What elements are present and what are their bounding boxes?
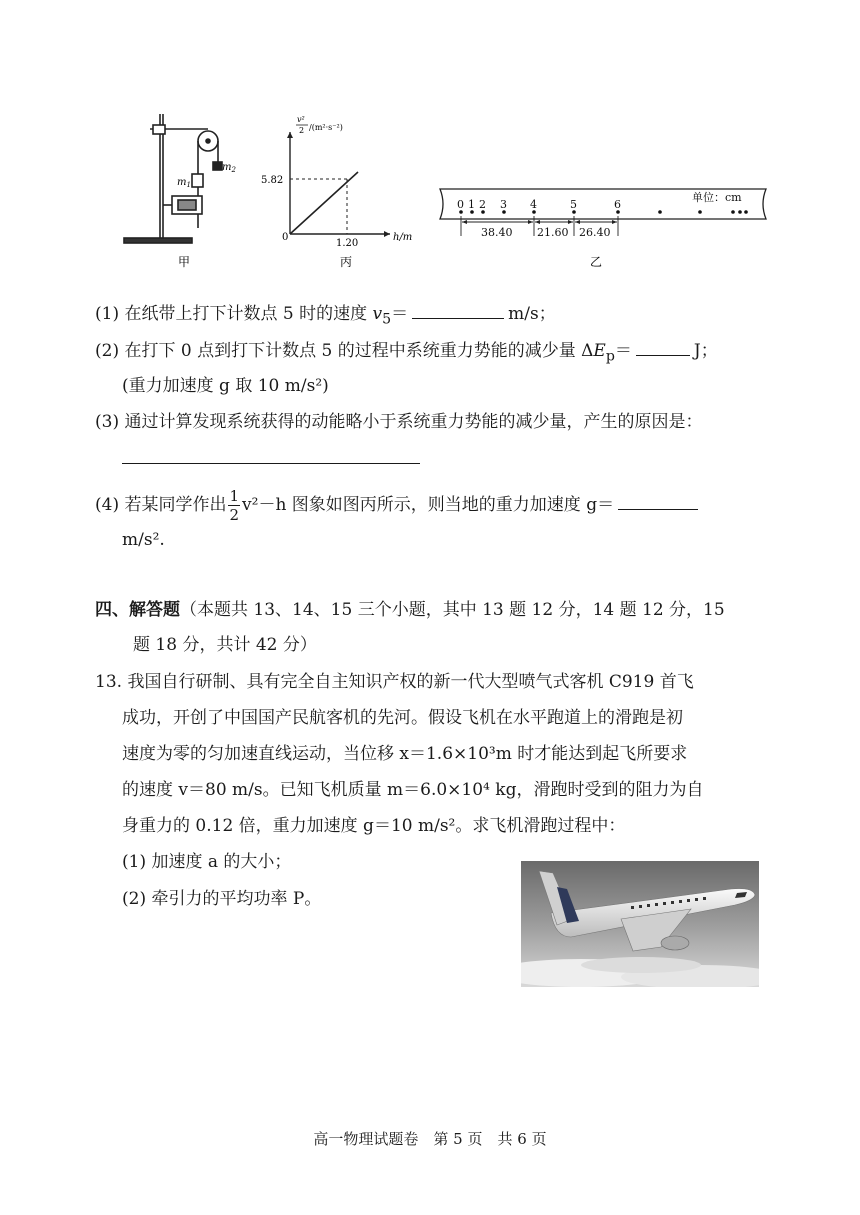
q13-line3: 速度为零的匀加速直线运动，当位移 x＝1.6×10³m 时才能达到起飞所要求 [122, 744, 688, 764]
bing-xtick: 1.20 [336, 238, 359, 249]
q13-sub1: (1) 加速度 a 的大小； [122, 852, 292, 872]
answer-blank-v5[interactable] [412, 300, 504, 319]
figure-bing-graph [287, 132, 390, 237]
m1-label: $m_1$ [177, 177, 191, 189]
tape-point-1: 1 [468, 198, 475, 211]
tape-point-5: 5 [570, 198, 577, 211]
bing-ylabel-den: 2 [299, 126, 305, 135]
bing-ylabel-unit: /(m²·s⁻²) [309, 123, 343, 132]
tape-distance-1: 38.40 [481, 226, 513, 239]
q12-part4 [95, 486, 702, 524]
q12-p1-var: v [372, 304, 383, 324]
q12-p2-unit: J； [693, 341, 718, 361]
caption-jia: 甲 [178, 255, 191, 269]
tape-unit-label: 单位：cm [692, 191, 742, 204]
airplane-photo [521, 861, 759, 987]
caption-bing: 丙 [340, 255, 353, 269]
graph-line [290, 172, 358, 234]
section4-title: 四、解答题 [95, 600, 180, 620]
page-footer: 高一物理试题卷 第 5 页 共 6 页 [313, 1130, 547, 1148]
tape-point-4: 4 [530, 198, 537, 211]
q12-part3: (3) 通过计算发现系统获得的动能略小于系统重力势能的减少量，产生的原因是： [95, 412, 703, 432]
q12-p2-text: (2) 在打下 0 点到打下计数点 5 的过程中系统重力势能的减少量 Δ [95, 341, 594, 361]
q12-p2-var: E [593, 341, 606, 361]
section4-heading [95, 597, 725, 623]
tape-point-0: 0 [457, 198, 464, 211]
m2-label: $m_2$ [222, 162, 236, 174]
q12-p1-unit: m/s； [508, 304, 556, 324]
q12-part1 [95, 300, 556, 332]
figure-jia-apparatus [124, 114, 222, 243]
answer-blank-g[interactable] [618, 491, 698, 510]
q13-line5: 身重力的 0.12 倍，重力加速度 g＝10 m/s²。求飞机滑跑过程中： [122, 816, 626, 836]
caption-yi: 乙 [590, 255, 603, 269]
q12-p1-text: (1) 在纸带上打下计数点 5 时的速度 [95, 304, 373, 324]
bing-ytick: 5.82 [261, 175, 284, 186]
section4-intro1: （本题共 13、14、15 三个小题，其中 13 题 12 分，14 题 12 分，15 [180, 600, 725, 620]
q12-p2-eq: ＝ [614, 341, 632, 361]
q13-line1: 13. 我国自行研制、具有完全自主知识产权的新一代大型喷气式客机 C919 首飞 [95, 672, 694, 692]
q12-part2-note: (重力加速度 g 取 10 m/s²) [122, 376, 329, 396]
q12-part2 [95, 337, 718, 369]
q12-p4-text: (4) 若某同学作出 [95, 495, 227, 515]
section4-intro2: 题 18 分，共计 42 分） [133, 635, 317, 655]
frac-num: 1 [229, 487, 240, 505]
answer-blank-ep[interactable] [636, 337, 690, 356]
q12-part4-unit: m/s². [122, 530, 165, 550]
q13-line4: 的速度 v＝80 m/s。已知飞机质量 m＝6.0×10⁴ kg，滑跑时受到的阻力为自 [122, 780, 704, 800]
fraction-half [228, 487, 240, 524]
bing-ylabel-num: v² [297, 115, 305, 124]
frac-den: 2 [229, 506, 240, 524]
q13-line2: 成功，开创了中国国产民航客机的先河。假设飞机在水平跑道上的滑跑是初 [122, 708, 683, 728]
q12-p1-eq: ＝ [391, 304, 409, 324]
tape-point-3: 3 [500, 198, 507, 211]
tape-distance-2: 21.60 [537, 226, 569, 239]
q12-p2-sub: p [605, 348, 615, 365]
q12-p1-sub: 5 [382, 311, 392, 328]
tape-point-2: 2 [479, 198, 486, 211]
tape-point-6: 6 [614, 198, 621, 211]
tape-distance-3: 26.40 [579, 226, 611, 239]
q13-sub2: (2) 牵引力的平均功率 P。 [122, 889, 322, 909]
answer-line-reason[interactable] [122, 463, 420, 464]
bing-origin: 0 [282, 232, 289, 243]
bing-xlabel: h/m [393, 232, 413, 243]
figures-row [0, 104, 860, 274]
q12-p4-mid: v²－h 图象如图丙所示，则当地的重力加速度 g＝ [242, 495, 615, 515]
